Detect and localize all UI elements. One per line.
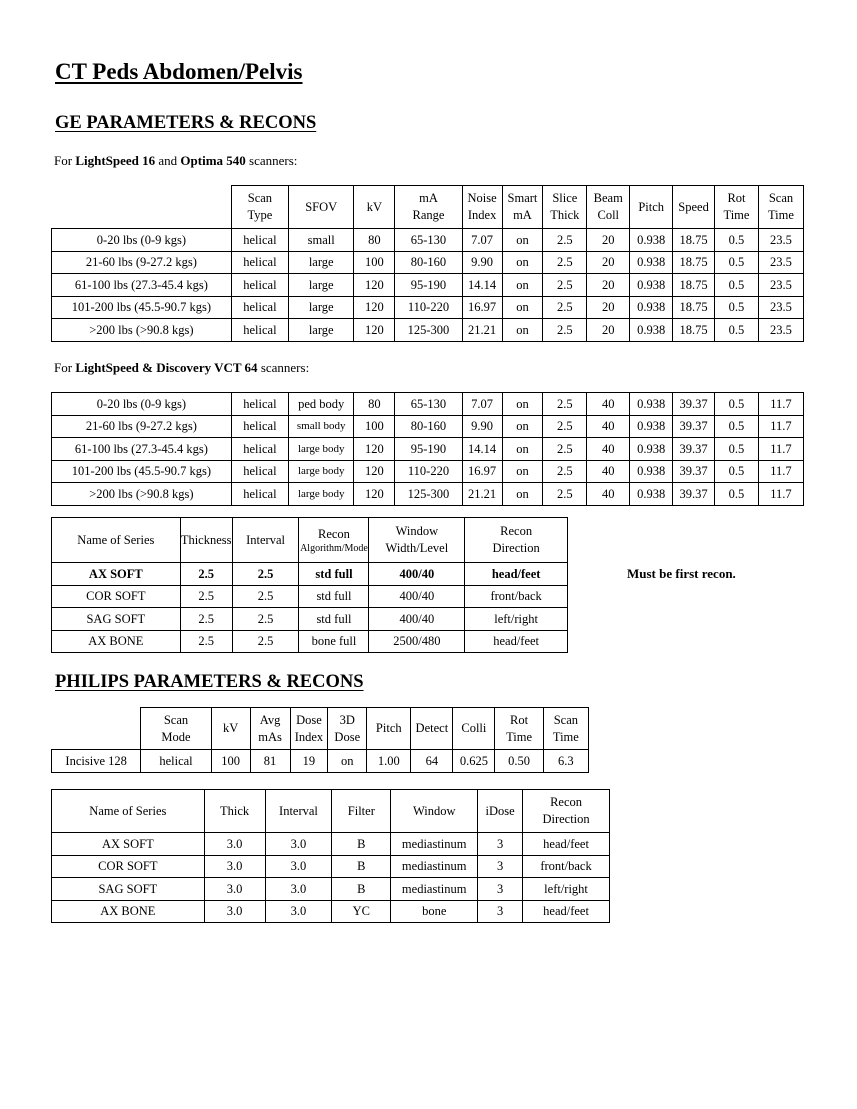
table-cell: 14.14	[462, 438, 502, 461]
col-header: Dose Index	[290, 708, 328, 750]
table-cell: 0.50	[495, 750, 543, 773]
table-cell: 2.5	[232, 563, 299, 586]
table-cell: 40	[587, 393, 630, 416]
table-cell: helical	[231, 296, 288, 319]
table-cell: std full	[299, 585, 369, 608]
table-row	[52, 630, 568, 653]
ge-note-vct64: For LightSpeed & Discovery VCT 64 scanners:	[54, 360, 310, 375]
table-cell: helical	[141, 750, 211, 773]
table-cell: bone	[391, 900, 478, 923]
table-cell: 110-220	[395, 296, 462, 319]
table-cell: 18.75	[673, 319, 715, 342]
table-cell: 11.7	[758, 415, 803, 438]
ge-section-heading: GE PARAMETERS & RECONS	[55, 113, 317, 133]
table-cell: 2.5	[543, 483, 587, 506]
col-header: Detect	[411, 708, 453, 750]
table-cell: 80	[354, 229, 395, 252]
col-header: Scan Type	[231, 186, 288, 229]
empty-corner-cell	[52, 708, 141, 750]
table-cell: 101-200 lbs (45.5-90.7 kgs)	[52, 460, 232, 483]
table-cell: 0.5	[715, 460, 759, 483]
table-cell: helical	[231, 393, 288, 416]
table-cell: 2.5	[543, 438, 587, 461]
table-cell: 0.5	[715, 296, 759, 319]
table-cell: 0.625	[453, 750, 495, 773]
philips-parameters-table	[51, 707, 589, 773]
table-cell: on	[502, 393, 543, 416]
table-cell: 0.938	[630, 415, 673, 438]
table-cell: 2.5	[180, 608, 232, 631]
table-cell: 18.75	[673, 296, 715, 319]
table-cell: 2.5	[543, 319, 587, 342]
table-cell: head/feet	[523, 900, 610, 923]
table-row	[52, 750, 589, 773]
table-row	[52, 483, 804, 506]
ge-ls16-parameters-table	[51, 185, 804, 342]
table-cell: 2.5	[232, 608, 299, 631]
table-cell: 65-130	[395, 393, 462, 416]
col-header-window: Window Width/Level	[369, 518, 465, 563]
table-cell: 3	[478, 855, 523, 878]
table-cell: 18.75	[673, 274, 715, 297]
empty-corner-cell	[52, 186, 232, 229]
table-row	[52, 415, 804, 438]
table-cell: 0.5	[715, 438, 759, 461]
table-cell: 39.37	[673, 483, 715, 506]
table-row	[52, 229, 804, 252]
table-cell: 0.938	[630, 393, 673, 416]
col-header-thickness: Thickness	[180, 518, 232, 563]
table-cell: 61-100 lbs (27.3-45.4 kgs)	[52, 438, 232, 461]
table-cell: helical	[231, 229, 288, 252]
col-header: Colli	[453, 708, 495, 750]
table-cell: 0.938	[630, 438, 673, 461]
table-cell: 21.21	[462, 319, 502, 342]
col-header-thick: Thick	[204, 790, 265, 833]
table-cell: 9.90	[462, 251, 502, 274]
table-cell: 2.5	[543, 415, 587, 438]
table-cell: 3.0	[265, 833, 332, 856]
table-cell: 3.0	[265, 900, 332, 923]
table-cell: Incisive 128	[52, 750, 141, 773]
table-cell: 100	[354, 251, 395, 274]
table-cell: SAG SOFT	[52, 878, 205, 901]
col-header: Slice Thick	[543, 186, 587, 229]
table-cell: ped body	[289, 393, 354, 416]
table-cell: 2.5	[180, 630, 232, 653]
table-row	[52, 251, 804, 274]
col-header: Scan Mode	[141, 708, 211, 750]
table-cell: on	[502, 438, 543, 461]
table-cell: head/feet	[465, 563, 568, 586]
table-cell: AX BONE	[52, 900, 205, 923]
table-row	[52, 319, 804, 342]
table-cell: 61-100 lbs (27.3-45.4 kgs)	[52, 274, 232, 297]
ge-note-ls16: For LightSpeed 16 and Optima 540 scanners:	[54, 153, 298, 168]
table-cell: 120	[354, 274, 395, 297]
table-cell: 2.5	[232, 630, 299, 653]
table-cell: 21-60 lbs (9-27.2 kgs)	[52, 415, 232, 438]
table-cell: 3	[478, 878, 523, 901]
col-header-interval: Interval	[232, 518, 299, 563]
table-cell: 3	[478, 900, 523, 923]
table-cell: 0.938	[630, 460, 673, 483]
table-row	[52, 585, 568, 608]
table-cell: 0.938	[630, 319, 673, 342]
table-cell: bone full	[299, 630, 369, 653]
table-cell: on	[502, 274, 543, 297]
table-cell: 39.37	[673, 460, 715, 483]
table-cell: 2.5	[543, 274, 587, 297]
table-cell: std full	[299, 563, 369, 586]
table-cell: on	[502, 296, 543, 319]
table-cell: 101-200 lbs (45.5-90.7 kgs)	[52, 296, 232, 319]
table-cell: large body	[289, 438, 354, 461]
table-cell: 3.0	[265, 878, 332, 901]
table-cell: helical	[231, 415, 288, 438]
table-cell: 95-190	[395, 274, 462, 297]
table-cell: 100	[354, 415, 395, 438]
table-cell: 7.07	[462, 229, 502, 252]
table-cell: 2.5	[232, 585, 299, 608]
table-cell: >200 lbs (>90.8 kgs)	[52, 319, 232, 342]
table-cell: 11.7	[758, 393, 803, 416]
table-cell: 120	[354, 296, 395, 319]
col-header: Scan Time	[758, 186, 803, 229]
table-cell: 95-190	[395, 438, 462, 461]
table-cell: 65-130	[395, 229, 462, 252]
table-cell: on	[502, 460, 543, 483]
table-cell: large	[289, 319, 354, 342]
table-cell: 2.5	[543, 229, 587, 252]
table-cell: large body	[289, 460, 354, 483]
col-header: kV	[211, 708, 250, 750]
col-header-name-of-series: Name of Series	[52, 518, 181, 563]
table-cell: 6.3	[543, 750, 588, 773]
table-cell: 0.5	[715, 319, 759, 342]
table-cell: large body	[289, 483, 354, 506]
table-cell: 39.37	[673, 415, 715, 438]
col-header: Rot Time	[495, 708, 543, 750]
table-cell: 40	[587, 438, 630, 461]
table-cell: mediastinum	[391, 833, 478, 856]
table-cell: 0.5	[715, 393, 759, 416]
table-cell: 9.90	[462, 415, 502, 438]
table-cell: 80-160	[395, 415, 462, 438]
table-cell: 0.5	[715, 229, 759, 252]
page-title: CT Peds Abdomen/Pelvis	[55, 59, 303, 84]
table-cell: 110-220	[395, 460, 462, 483]
table-cell: 125-300	[395, 319, 462, 342]
table-row	[52, 900, 610, 923]
table-cell: 3.0	[204, 855, 265, 878]
table-cell: 3.0	[204, 878, 265, 901]
col-header: Beam Coll	[587, 186, 630, 229]
table-cell: 16.97	[462, 460, 502, 483]
table-cell: helical	[231, 483, 288, 506]
table-row	[52, 274, 804, 297]
table-cell: 125-300	[395, 483, 462, 506]
philips-recons-table	[51, 789, 610, 923]
col-header-recon-algorithm: Recon Algorithm/Mode	[299, 518, 369, 563]
table-cell: on	[502, 319, 543, 342]
table-cell: 0.938	[630, 296, 673, 319]
table-cell: 23.5	[758, 274, 803, 297]
table-cell: 2500/480	[369, 630, 465, 653]
table-cell: 20	[587, 296, 630, 319]
table-cell: B	[332, 855, 391, 878]
table-cell: large	[289, 296, 354, 319]
col-header: Scan Time	[543, 708, 588, 750]
table-cell: 3.0	[204, 900, 265, 923]
table-cell: SAG SOFT	[52, 608, 181, 631]
table-cell: 20	[587, 251, 630, 274]
table-row	[52, 878, 610, 901]
table-cell: mediastinum	[391, 855, 478, 878]
col-header: Rot Time	[715, 186, 759, 229]
table-cell: 0-20 lbs (0-9 kgs)	[52, 229, 232, 252]
table-cell: 2.5	[180, 563, 232, 586]
table-cell: 64	[411, 750, 453, 773]
table-cell: 0.5	[715, 274, 759, 297]
table-cell: 19	[290, 750, 328, 773]
table-cell: 2.5	[543, 251, 587, 274]
table-cell: 11.7	[758, 483, 803, 506]
table-cell: 23.5	[758, 296, 803, 319]
table-cell: head/feet	[465, 630, 568, 653]
table-cell: 16.97	[462, 296, 502, 319]
table-cell: on	[502, 483, 543, 506]
table-cell: 120	[354, 460, 395, 483]
philips-section-heading: PHILIPS PARAMETERS & RECONS	[55, 672, 364, 692]
table-cell: small body	[289, 415, 354, 438]
table-cell: helical	[231, 274, 288, 297]
table-cell: 0-20 lbs (0-9 kgs)	[52, 393, 232, 416]
col-header-recon-direction: Recon Direction	[523, 790, 610, 833]
table-cell: small	[289, 229, 354, 252]
col-header-idose: iDose	[478, 790, 523, 833]
table-cell: 40	[587, 460, 630, 483]
table-cell: 100	[211, 750, 250, 773]
table-cell: 3	[478, 833, 523, 856]
table-cell: large	[289, 274, 354, 297]
table-cell: 400/40	[369, 585, 465, 608]
table-cell: helical	[231, 251, 288, 274]
table-cell: 120	[354, 319, 395, 342]
table-row	[52, 833, 610, 856]
table-cell: front/back	[523, 855, 610, 878]
col-header-interval: Interval	[265, 790, 332, 833]
table-cell: 39.37	[673, 393, 715, 416]
table-cell: 23.5	[758, 251, 803, 274]
table-row	[52, 855, 610, 878]
table-cell: front/back	[465, 585, 568, 608]
col-header-filter: Filter	[332, 790, 391, 833]
table-cell: 7.07	[462, 393, 502, 416]
table-row	[52, 296, 804, 319]
table-cell: 2.5	[543, 296, 587, 319]
table-cell: 40	[587, 483, 630, 506]
table-cell: 2.5	[543, 460, 587, 483]
table-cell: B	[332, 878, 391, 901]
col-header: Pitch	[367, 708, 411, 750]
table-cell: AX SOFT	[52, 563, 181, 586]
col-header: mA Range	[395, 186, 462, 229]
table-cell: 40	[587, 415, 630, 438]
table-row	[52, 438, 804, 461]
col-header: Pitch	[630, 186, 673, 229]
table-cell: on	[502, 229, 543, 252]
col-header: Noise Index	[462, 186, 502, 229]
table-cell: 0.5	[715, 415, 759, 438]
col-header: Avg mAs	[250, 708, 290, 750]
table-cell: 20	[587, 319, 630, 342]
table-cell: left/right	[465, 608, 568, 631]
table-cell: 120	[354, 483, 395, 506]
table-cell: YC	[332, 900, 391, 923]
table-cell: 3.0	[265, 855, 332, 878]
table-cell: 14.14	[462, 274, 502, 297]
table-cell: on	[502, 415, 543, 438]
table-cell: 18.75	[673, 251, 715, 274]
table-cell: 39.37	[673, 438, 715, 461]
table-cell: on	[502, 251, 543, 274]
table-cell: large	[289, 251, 354, 274]
table-cell: head/feet	[523, 833, 610, 856]
table-cell: COR SOFT	[52, 855, 205, 878]
ge-recons-table	[51, 517, 568, 653]
table-cell: >200 lbs (>90.8 kgs)	[52, 483, 232, 506]
table-cell: 21-60 lbs (9-27.2 kgs)	[52, 251, 232, 274]
table-cell: 0.938	[630, 251, 673, 274]
col-header: Smart mA	[502, 186, 543, 229]
table-row	[52, 563, 568, 586]
col-header: 3D Dose	[328, 708, 367, 750]
table-cell: 23.5	[758, 229, 803, 252]
table-cell: 20	[587, 274, 630, 297]
table-cell: 120	[354, 438, 395, 461]
table-cell: 400/40	[369, 563, 465, 586]
table-cell: 81	[250, 750, 290, 773]
first-recon-note: Must be first recon.	[627, 566, 736, 581]
col-header: kV	[354, 186, 395, 229]
table-cell: left/right	[523, 878, 610, 901]
col-header: Speed	[673, 186, 715, 229]
col-header: SFOV	[289, 186, 354, 229]
col-header-recon-direction: Recon Direction	[465, 518, 568, 563]
table-cell: 2.5	[180, 585, 232, 608]
table-cell: on	[328, 750, 367, 773]
table-cell: helical	[231, 438, 288, 461]
table-cell: 3.0	[204, 833, 265, 856]
table-cell: 18.75	[673, 229, 715, 252]
table-cell: 0.938	[630, 229, 673, 252]
table-cell: B	[332, 833, 391, 856]
table-cell: 80	[354, 393, 395, 416]
table-cell: helical	[231, 460, 288, 483]
table-row	[52, 608, 568, 631]
table-cell: 0.938	[630, 483, 673, 506]
table-cell: COR SOFT	[52, 585, 181, 608]
table-cell: 80-160	[395, 251, 462, 274]
table-cell: 0.938	[630, 274, 673, 297]
table-cell: 2.5	[543, 393, 587, 416]
table-cell: AX BONE	[52, 630, 181, 653]
table-cell: 23.5	[758, 319, 803, 342]
table-cell: mediastinum	[391, 878, 478, 901]
table-cell: 0.5	[715, 251, 759, 274]
ge-vct64-parameters-table	[51, 392, 804, 506]
table-cell: 1.00	[367, 750, 411, 773]
table-cell: 11.7	[758, 460, 803, 483]
col-header-window: Window	[391, 790, 478, 833]
table-cell: 21.21	[462, 483, 502, 506]
table-cell: helical	[231, 319, 288, 342]
col-header-name-of-series: Name of Series	[52, 790, 205, 833]
table-cell: AX SOFT	[52, 833, 205, 856]
table-cell: 11.7	[758, 438, 803, 461]
table-cell: 0.5	[715, 483, 759, 506]
table-row	[52, 393, 804, 416]
table-cell: 20	[587, 229, 630, 252]
table-cell: std full	[299, 608, 369, 631]
table-row	[52, 460, 804, 483]
table-cell: 400/40	[369, 608, 465, 631]
